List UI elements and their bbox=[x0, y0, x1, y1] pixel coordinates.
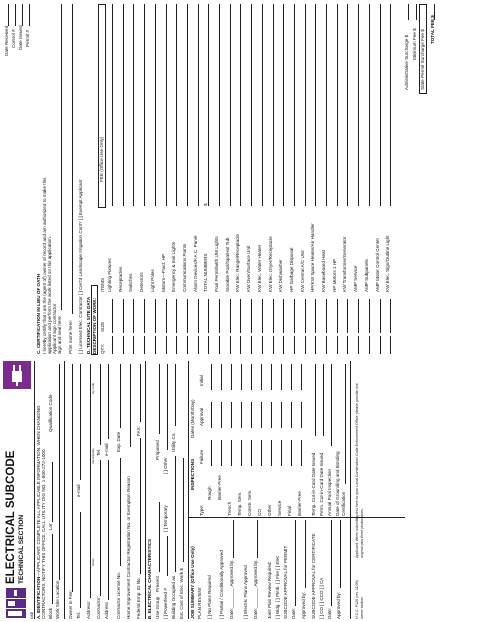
description-of-work-label: DESCRIPTION OF WORK: bbox=[92, 297, 97, 354]
size-field-11[interactable] bbox=[230, 299, 231, 333]
building-occupied-field[interactable] bbox=[175, 456, 176, 572]
cert-options[interactable]: [ ] CO [ ] CCO [ ] CA bbox=[319, 577, 324, 619]
work-item-0: Lighting Fixtures bbox=[107, 258, 112, 292]
job-summary-divider bbox=[189, 517, 405, 518]
inspection-date-field-2-2[interactable] bbox=[231, 364, 232, 390]
work-item-13: KW Oven/Surface Unit bbox=[246, 245, 252, 292]
job-summary-bottom-rule bbox=[350, 361, 351, 619]
temp-cert-date-field[interactable] bbox=[315, 364, 316, 436]
work-item-2: Switches bbox=[128, 273, 134, 292]
fee-field-2[interactable] bbox=[133, 4, 134, 206]
form-subtitle: TECHNICAL SECTION bbox=[18, 514, 25, 584]
contractor-label: Contractor: bbox=[96, 596, 101, 619]
qty-field-14[interactable] bbox=[262, 336, 263, 354]
section-a-line2: CONTRACTORS, NOTIFY THIS OFFICE. CALL UTILITY DIG NO. 1-800-272-1000. bbox=[41, 448, 46, 619]
contractor-license-label: Contractor License No. bbox=[116, 572, 121, 619]
permit-date-label: Date: bbox=[291, 608, 296, 619]
size-field-3[interactable] bbox=[144, 299, 145, 333]
form-code: U.C.C. F120 (rev. 11/09) bbox=[355, 580, 359, 619]
contractor-license-field[interactable] bbox=[120, 458, 121, 566]
inspection-date-field-7-2[interactable] bbox=[281, 364, 282, 390]
certification-field[interactable] bbox=[345, 364, 346, 484]
fee-field-6[interactable] bbox=[176, 4, 177, 206]
fee-field-15[interactable] bbox=[273, 4, 274, 206]
electric-approved-by-field[interactable] bbox=[257, 520, 258, 558]
fee-field-17[interactable] bbox=[294, 4, 295, 206]
size-field-20[interactable] bbox=[326, 299, 327, 333]
est-cost-label: Est. Cost of Elec. Work $ bbox=[179, 568, 184, 619]
section-c-line4: sign and seal here: bbox=[57, 315, 62, 354]
annual-pool-label: Annual Pool Inspection bbox=[327, 469, 332, 516]
size-field-21[interactable] bbox=[337, 299, 338, 333]
street-hint: street bbox=[91, 558, 95, 566]
fee-field-22[interactable] bbox=[347, 4, 348, 206]
size-field-0[interactable] bbox=[112, 299, 113, 333]
contractor-address-label: Address bbox=[104, 602, 109, 619]
qty-field-11[interactable] bbox=[230, 336, 231, 354]
fee-column-label: FEE (Office Use Only) bbox=[99, 136, 104, 182]
inspection-date-field-4-2[interactable] bbox=[251, 364, 252, 390]
work-item-15: KW Elec. Dryer/Receptacle bbox=[267, 236, 273, 292]
qty-field-17[interactable] bbox=[294, 336, 295, 354]
items-column-label: ITEMS bbox=[100, 277, 105, 292]
signature-field[interactable] bbox=[61, 4, 62, 310]
owner-section-label: owner section bbox=[360, 596, 364, 619]
admin-surcharge-label: Administrative Surcharge $ bbox=[404, 34, 409, 90]
inspection-date-field-1-0[interactable] bbox=[221, 440, 222, 466]
partial-option[interactable]: [ ] Partial / Conditionally Approved bbox=[219, 550, 224, 619]
no-plans-option[interactable]: [ ] No Plans Required bbox=[207, 575, 212, 619]
partial-approved-by-field[interactable] bbox=[233, 520, 234, 558]
qty-field-4[interactable] bbox=[155, 336, 156, 354]
fee-field-20[interactable] bbox=[326, 4, 327, 206]
qty-field-1[interactable] bbox=[123, 336, 124, 354]
est-cost-field[interactable] bbox=[183, 458, 184, 562]
qty-field-20[interactable] bbox=[326, 336, 327, 354]
qty-field-22[interactable] bbox=[347, 336, 348, 354]
logo-text: USE bbox=[30, 611, 34, 619]
size-field-6[interactable] bbox=[176, 299, 177, 333]
size-field-4[interactable] bbox=[155, 299, 156, 333]
contractor-email-label: e-mail bbox=[104, 443, 109, 456]
work-item-11: Storable Pool/Spa/Hot Tub bbox=[224, 237, 230, 292]
inspection-date-field-0-1[interactable] bbox=[211, 402, 212, 428]
ucc-logo-graphic bbox=[4, 587, 30, 619]
owner-email-field[interactable] bbox=[80, 364, 81, 480]
header-rule bbox=[34, 361, 35, 619]
cert-approved-by-label: Approved by: bbox=[336, 591, 341, 619]
temp-cert-date-label: Temp. Cut-in-Card Date Issued bbox=[311, 452, 316, 516]
fee-field-24[interactable] bbox=[369, 4, 370, 206]
cert-approved-by-field[interactable] bbox=[340, 520, 341, 588]
inspection-type-4: Constr. Serv. bbox=[247, 489, 252, 516]
size-field-26[interactable] bbox=[390, 299, 391, 333]
size-field-16[interactable] bbox=[283, 299, 284, 333]
owner-tel-label: Tel. bbox=[76, 611, 81, 619]
inspection-type-1: Barrier-Free bbox=[217, 475, 222, 500]
fee-field-0[interactable] bbox=[112, 4, 113, 206]
home-improvement-field[interactable] bbox=[130, 364, 131, 447]
work-item-8: Alarm Devices/F.A.C. Panel bbox=[192, 235, 198, 292]
fee-field-9[interactable] bbox=[208, 4, 209, 206]
grounding-label: Date of Grounding and Bonding bbox=[335, 451, 340, 516]
inspection-date-field-8-1[interactable] bbox=[291, 402, 292, 428]
annual-pool-field[interactable] bbox=[331, 364, 332, 446]
section-c-heading: C. CERTIFICATION IN LIEU OF OATH bbox=[36, 273, 41, 354]
size-field-14[interactable] bbox=[262, 299, 263, 333]
qty-field-13[interactable] bbox=[251, 336, 252, 354]
inspection-date-field-5-0[interactable] bbox=[261, 440, 262, 466]
control-number-line[interactable] bbox=[15, 4, 16, 26]
total-fee-label: TOTAL FEE $ bbox=[430, 15, 435, 44]
inspection-date-field-4-1[interactable] bbox=[251, 402, 252, 428]
fee-field-5[interactable] bbox=[166, 4, 167, 206]
owner-address-label: Address: bbox=[86, 600, 91, 619]
fee-field-21[interactable] bbox=[337, 4, 338, 206]
work-item-6: Emergency & Exit Lights bbox=[171, 241, 177, 292]
owner-tel-field[interactable] bbox=[80, 512, 81, 608]
size-field-25[interactable] bbox=[380, 299, 381, 333]
fee-field-1[interactable] bbox=[123, 4, 124, 206]
qty-field-7[interactable] bbox=[187, 336, 188, 354]
use-group-label: Use Group bbox=[155, 596, 160, 619]
work-item-7: Communications Points bbox=[181, 243, 187, 292]
powerfeed-option[interactable]: [ ] Powerfeed # bbox=[163, 588, 168, 619]
powerfeed-field[interactable] bbox=[167, 536, 168, 576]
fee-field-26[interactable] bbox=[390, 4, 391, 206]
lot-field[interactable] bbox=[52, 462, 53, 522]
permit-approved-by-field[interactable] bbox=[305, 520, 306, 588]
partial-date-approved: Date:________ Approved by: bbox=[229, 559, 234, 619]
fee-field-13[interactable] bbox=[251, 4, 252, 206]
exp-date-field[interactable] bbox=[120, 364, 121, 428]
subcode-approval-cert: SUBCODE APPROVAL for CERTIFICATE bbox=[311, 533, 316, 619]
permit-approved-by-label: Approved by: bbox=[301, 591, 306, 619]
temporary-option[interactable]: [ ] Temporary bbox=[163, 505, 168, 532]
joint-plan-options[interactable]: [ ] Bldg. [ ] Plmb. [ ] Fire [ ] Elec bbox=[275, 555, 280, 619]
inspection-type-6: Other bbox=[267, 504, 272, 516]
work-item-3: Detectors bbox=[139, 272, 145, 292]
fee-field-19[interactable] bbox=[315, 4, 316, 206]
municipality-hint: municipality bbox=[91, 448, 95, 464]
inspection-date-field-6-0[interactable] bbox=[271, 440, 272, 466]
work-item-22: KW Transformer/Generator bbox=[342, 236, 348, 292]
size-field-5[interactable] bbox=[166, 299, 167, 333]
fax-field[interactable] bbox=[140, 364, 141, 422]
fee-field-25[interactable] bbox=[380, 4, 381, 206]
size-field-24[interactable] bbox=[369, 299, 370, 333]
inspection-date-field-9-1[interactable] bbox=[301, 402, 302, 428]
work-item-26: KW Elec. Sign/Outline Light bbox=[385, 235, 391, 292]
owner-email-label: e-mail bbox=[76, 484, 81, 497]
work-item-19: HP/KW Space Heater/Air Handler bbox=[310, 223, 316, 292]
minimum-fee-label: Minimum Fee $ bbox=[412, 28, 417, 60]
qty-column-label: QTY. bbox=[100, 343, 105, 354]
size-column-label: SIZE bbox=[100, 321, 105, 332]
inspection-type-0: Rough bbox=[207, 486, 212, 500]
work-item-25: AMP Motor Control Center bbox=[374, 237, 380, 292]
electric-date-approved: Date:________ Approved by: bbox=[253, 559, 258, 619]
inspections-heading: INSPECTIONS bbox=[190, 458, 195, 490]
federal-emp-field[interactable] bbox=[140, 438, 141, 574]
lot-label: Lot bbox=[48, 523, 53, 530]
size-field-8[interactable] bbox=[198, 299, 199, 333]
plug-icon bbox=[3, 361, 31, 389]
inspection-date-field-3-1[interactable] bbox=[241, 402, 242, 428]
footer-note-2: original plus three photocopies. bbox=[360, 508, 364, 558]
inspection-type-3: Temp. Serv. bbox=[237, 491, 242, 516]
inspection-date-field-5-1[interactable] bbox=[261, 402, 262, 428]
inspection-date-field-6-1[interactable] bbox=[271, 402, 272, 428]
cert-date-field[interactable] bbox=[331, 520, 332, 606]
size-field-7[interactable] bbox=[187, 299, 188, 333]
size-field-2[interactable] bbox=[133, 299, 134, 333]
inspection-type-8: Final bbox=[287, 506, 292, 516]
fee-field-10[interactable] bbox=[219, 4, 220, 206]
fee-field-16[interactable] bbox=[283, 4, 284, 206]
fee-field-11[interactable] bbox=[230, 4, 231, 206]
work-item-9: TOTAL NUMBERS bbox=[203, 253, 209, 292]
work-item-1: Receptacles bbox=[117, 266, 123, 292]
plan-review-label: PLAN REVIEW bbox=[197, 587, 202, 619]
work-item-4: Light Poles bbox=[149, 269, 155, 292]
inspection-date-field-5-2[interactable] bbox=[261, 364, 262, 390]
inspection-date-field-2-0[interactable] bbox=[231, 440, 232, 466]
block-label: Block bbox=[48, 607, 53, 619]
work-item-17: HP Garbage Disposal bbox=[288, 247, 294, 292]
qty-field-9[interactable] bbox=[208, 336, 209, 354]
work-item-10: Pool Permit/with UW Lights bbox=[214, 236, 219, 292]
inspection-date-field-8-0[interactable] bbox=[291, 440, 292, 466]
footer-note-1: Applicant: When submitting this form to your Local Construction Code Enforcement Office, please provide one bbox=[355, 383, 359, 558]
minimum-fee-field[interactable] bbox=[416, 4, 417, 20]
inspection-date-field-3-2[interactable] bbox=[241, 364, 242, 390]
contractor-tel-label: Tel. bbox=[96, 448, 101, 456]
other-option[interactable]: [ ] Other bbox=[163, 457, 168, 474]
logo bbox=[4, 587, 30, 619]
admin-surcharge-field[interactable] bbox=[408, 4, 409, 20]
contractor-field[interactable] bbox=[100, 460, 101, 596]
qty-field-0[interactable] bbox=[112, 336, 113, 354]
print-name-field[interactable] bbox=[72, 4, 73, 314]
state-permit-label: State Permit Surcharge Fee $ bbox=[420, 29, 425, 90]
work-site-location-field[interactable] bbox=[59, 364, 60, 580]
qty-field-24[interactable] bbox=[369, 336, 370, 354]
section-c-line3: Applicant sign contractor bbox=[52, 303, 57, 354]
fee-field-23[interactable] bbox=[358, 4, 359, 206]
fee-field-8[interactable] bbox=[198, 4, 199, 206]
size-field-18[interactable] bbox=[305, 299, 306, 333]
qty-field-25[interactable] bbox=[380, 336, 381, 354]
inspection-date-field-0-0[interactable] bbox=[211, 440, 212, 466]
perm-cert-date-label: Perm. Cut-in-Card Date Issued bbox=[319, 452, 324, 516]
qty-field-2[interactable] bbox=[133, 336, 134, 354]
block-field[interactable] bbox=[52, 534, 53, 604]
section-b-heading: B. ELECTRICAL CHARACTERISTICS bbox=[147, 538, 152, 619]
section-c-line1: I hereby certify that I am the (agent of) owner of record and am authorized to make this bbox=[42, 177, 47, 354]
date-received-line[interactable] bbox=[8, 4, 9, 26]
inspection-date-field-9-2[interactable] bbox=[301, 364, 302, 390]
qty-field-19[interactable] bbox=[315, 336, 316, 354]
qty-field-15[interactable] bbox=[273, 336, 274, 354]
qty-field-5[interactable] bbox=[166, 336, 167, 354]
qty-field-18[interactable] bbox=[305, 336, 306, 354]
size-field-17[interactable] bbox=[294, 299, 295, 333]
contractor-tel-field[interactable] bbox=[100, 364, 101, 445]
work-item-12: KW Elec. Range/Receptacle bbox=[235, 234, 241, 292]
zip-code-hint: zip code bbox=[91, 382, 95, 394]
present-label: Present bbox=[155, 576, 160, 592]
approval-column-label: Approval bbox=[199, 407, 204, 426]
fee-field-7[interactable] bbox=[187, 4, 188, 206]
section-a-rule-1 bbox=[64, 361, 65, 619]
permit-number-line[interactable] bbox=[29, 4, 30, 26]
work-item-24: AMP Subpanels bbox=[363, 259, 369, 292]
qty-field-26[interactable] bbox=[390, 336, 391, 354]
work-item-18: KW Central A/C Unit bbox=[299, 250, 305, 292]
fee-field-18[interactable] bbox=[305, 4, 306, 206]
work-item-16: KW Dishwasher bbox=[278, 259, 284, 292]
home-improvement-label: Home Improvement Contractor Registration No. or Exemption Reason bbox=[126, 476, 131, 619]
utility-co-field[interactable] bbox=[175, 364, 176, 426]
fee-field-3[interactable] bbox=[144, 4, 145, 206]
inspection-date-field-7-1[interactable] bbox=[281, 402, 282, 428]
electric-plans-option[interactable]: [ ] Electric Plans Approved bbox=[243, 565, 248, 619]
qty-field-3[interactable] bbox=[144, 336, 145, 354]
qty-field-16[interactable] bbox=[283, 336, 284, 354]
date-issued-label: Date Issued bbox=[18, 25, 23, 50]
work-item-5: Motors—Fract. HP bbox=[160, 253, 166, 292]
owner-in-fee-label: Owner in Fee: bbox=[68, 590, 73, 619]
licensed-options[interactable]: [ ] Licensed Elec. Contractor [ ] Cert'd Landscape Irrigation Cont'r [ ] Exempt Applicant bbox=[78, 179, 83, 354]
cert-date-label: Date: bbox=[327, 608, 332, 619]
work-item-23: AMP Service bbox=[353, 265, 359, 292]
work-item-21: HP Motors 1 HP bbox=[331, 258, 337, 292]
contractor-address-field[interactable] bbox=[108, 460, 109, 600]
other-field[interactable] bbox=[167, 364, 168, 450]
total-fee-field[interactable] bbox=[434, 4, 435, 20]
inspection-date-field-6-2[interactable] bbox=[271, 364, 272, 390]
qualification-code-label: Qualification Code bbox=[48, 394, 53, 432]
section-c-line2: application and perform the work listed on this application. bbox=[47, 236, 52, 354]
fax-label: FAX: bbox=[136, 426, 141, 436]
inspection-type-9: Barrier-Free bbox=[297, 491, 302, 516]
inspection-date-field-9-0[interactable] bbox=[301, 440, 302, 466]
failure-column-label: Failure bbox=[199, 449, 204, 464]
fee-field-14[interactable] bbox=[262, 4, 263, 206]
print-name-label: Print name here: bbox=[68, 320, 73, 354]
exp-date-label: Exp. Date bbox=[116, 431, 121, 452]
inspection-date-field-7-0[interactable] bbox=[281, 440, 282, 466]
size-field-15[interactable] bbox=[273, 299, 274, 333]
total-numbers-dollar: $ bbox=[203, 203, 209, 206]
work-item-14: KW Elec. Water Heater bbox=[256, 244, 262, 292]
qty-field-10[interactable] bbox=[219, 336, 220, 354]
size-field-12[interactable] bbox=[240, 299, 241, 333]
inspection-date-field-3-0[interactable] bbox=[241, 440, 242, 466]
size-field-10[interactable] bbox=[219, 299, 220, 333]
contractor-email-field[interactable] bbox=[108, 364, 109, 439]
form-title: ELECTRICAL SUBCODE bbox=[5, 450, 17, 584]
qty-field-23[interactable] bbox=[358, 336, 359, 354]
job-summary-rule bbox=[188, 361, 189, 619]
size-field-13[interactable] bbox=[251, 299, 252, 333]
proposed-field[interactable] bbox=[159, 364, 160, 434]
control-number-label: Control # bbox=[11, 29, 16, 48]
qty-field-8[interactable] bbox=[198, 336, 199, 354]
section-a-title: A. IDENTIFICATION bbox=[36, 576, 41, 619]
date-issued-line[interactable] bbox=[22, 4, 23, 26]
joint-plan-label: Joint Plan Review Required: bbox=[267, 561, 272, 619]
qty-field-12[interactable] bbox=[240, 336, 241, 354]
proposed-label: Proposed bbox=[155, 440, 160, 460]
job-summary-heading: JOB SUMMARY (Office Use Only) bbox=[190, 546, 195, 619]
inspection-type-7: Service bbox=[277, 500, 282, 516]
size-field-19[interactable] bbox=[315, 299, 316, 333]
inspection-date-field-8-2[interactable] bbox=[291, 364, 292, 390]
federal-emp-label: Federal Emp. ID No. bbox=[136, 577, 141, 619]
initial-column-label: Initial bbox=[199, 375, 204, 386]
subcode-approval-permit: SUBCODE APPROVAL for PERMIT bbox=[283, 545, 288, 619]
section-d-heading: D. TECHNICAL SITE DATA bbox=[86, 296, 91, 354]
qty-field-21[interactable] bbox=[337, 336, 338, 354]
fee-field-4[interactable] bbox=[155, 4, 156, 206]
perm-cert-date-field[interactable] bbox=[323, 364, 324, 436]
inspection-date-field-0-2[interactable] bbox=[211, 364, 212, 390]
date-received-label: Date Received bbox=[4, 25, 9, 56]
work-item-20: KW Baseboard Heat bbox=[321, 250, 326, 292]
section-a-instructions: —APPLICANT: COMPLETE ALL APPLICABLE INFORMATION. WHEN CHANGING bbox=[36, 405, 41, 577]
size-field-9[interactable] bbox=[208, 299, 209, 333]
inspection-date-field-1-2[interactable] bbox=[221, 364, 222, 390]
size-field-1[interactable] bbox=[123, 299, 124, 333]
inspection-dates-heading: Dates (Month/Day) bbox=[190, 399, 195, 438]
owner-in-fee-field[interactable] bbox=[72, 364, 73, 592]
inspection-type-label: Type: bbox=[199, 504, 204, 516]
permit-date-field[interactable] bbox=[295, 520, 296, 606]
section-b-rule bbox=[145, 361, 146, 619]
certification-label: Certification bbox=[341, 491, 346, 516]
permit-number-label: Permit # bbox=[25, 29, 30, 47]
qty-field-6[interactable] bbox=[176, 336, 177, 354]
present-field[interactable] bbox=[159, 502, 160, 572]
fee-field-12[interactable] bbox=[240, 4, 241, 206]
building-occupied-label: Building Occupied as bbox=[171, 575, 176, 619]
inspection-date-field-1-1[interactable] bbox=[221, 402, 222, 428]
inspection-date-field-2-1[interactable] bbox=[231, 402, 232, 428]
inspection-type-2: Trench bbox=[227, 501, 232, 516]
size-field-23[interactable] bbox=[358, 299, 359, 333]
utility-co-label: Utility Co. bbox=[171, 432, 176, 452]
inspection-date-field-4-0[interactable] bbox=[251, 440, 252, 466]
work-site-location-label: Work Site Location bbox=[55, 580, 60, 619]
size-field-22[interactable] bbox=[347, 299, 348, 333]
inspection-type-5: CO bbox=[257, 509, 262, 516]
